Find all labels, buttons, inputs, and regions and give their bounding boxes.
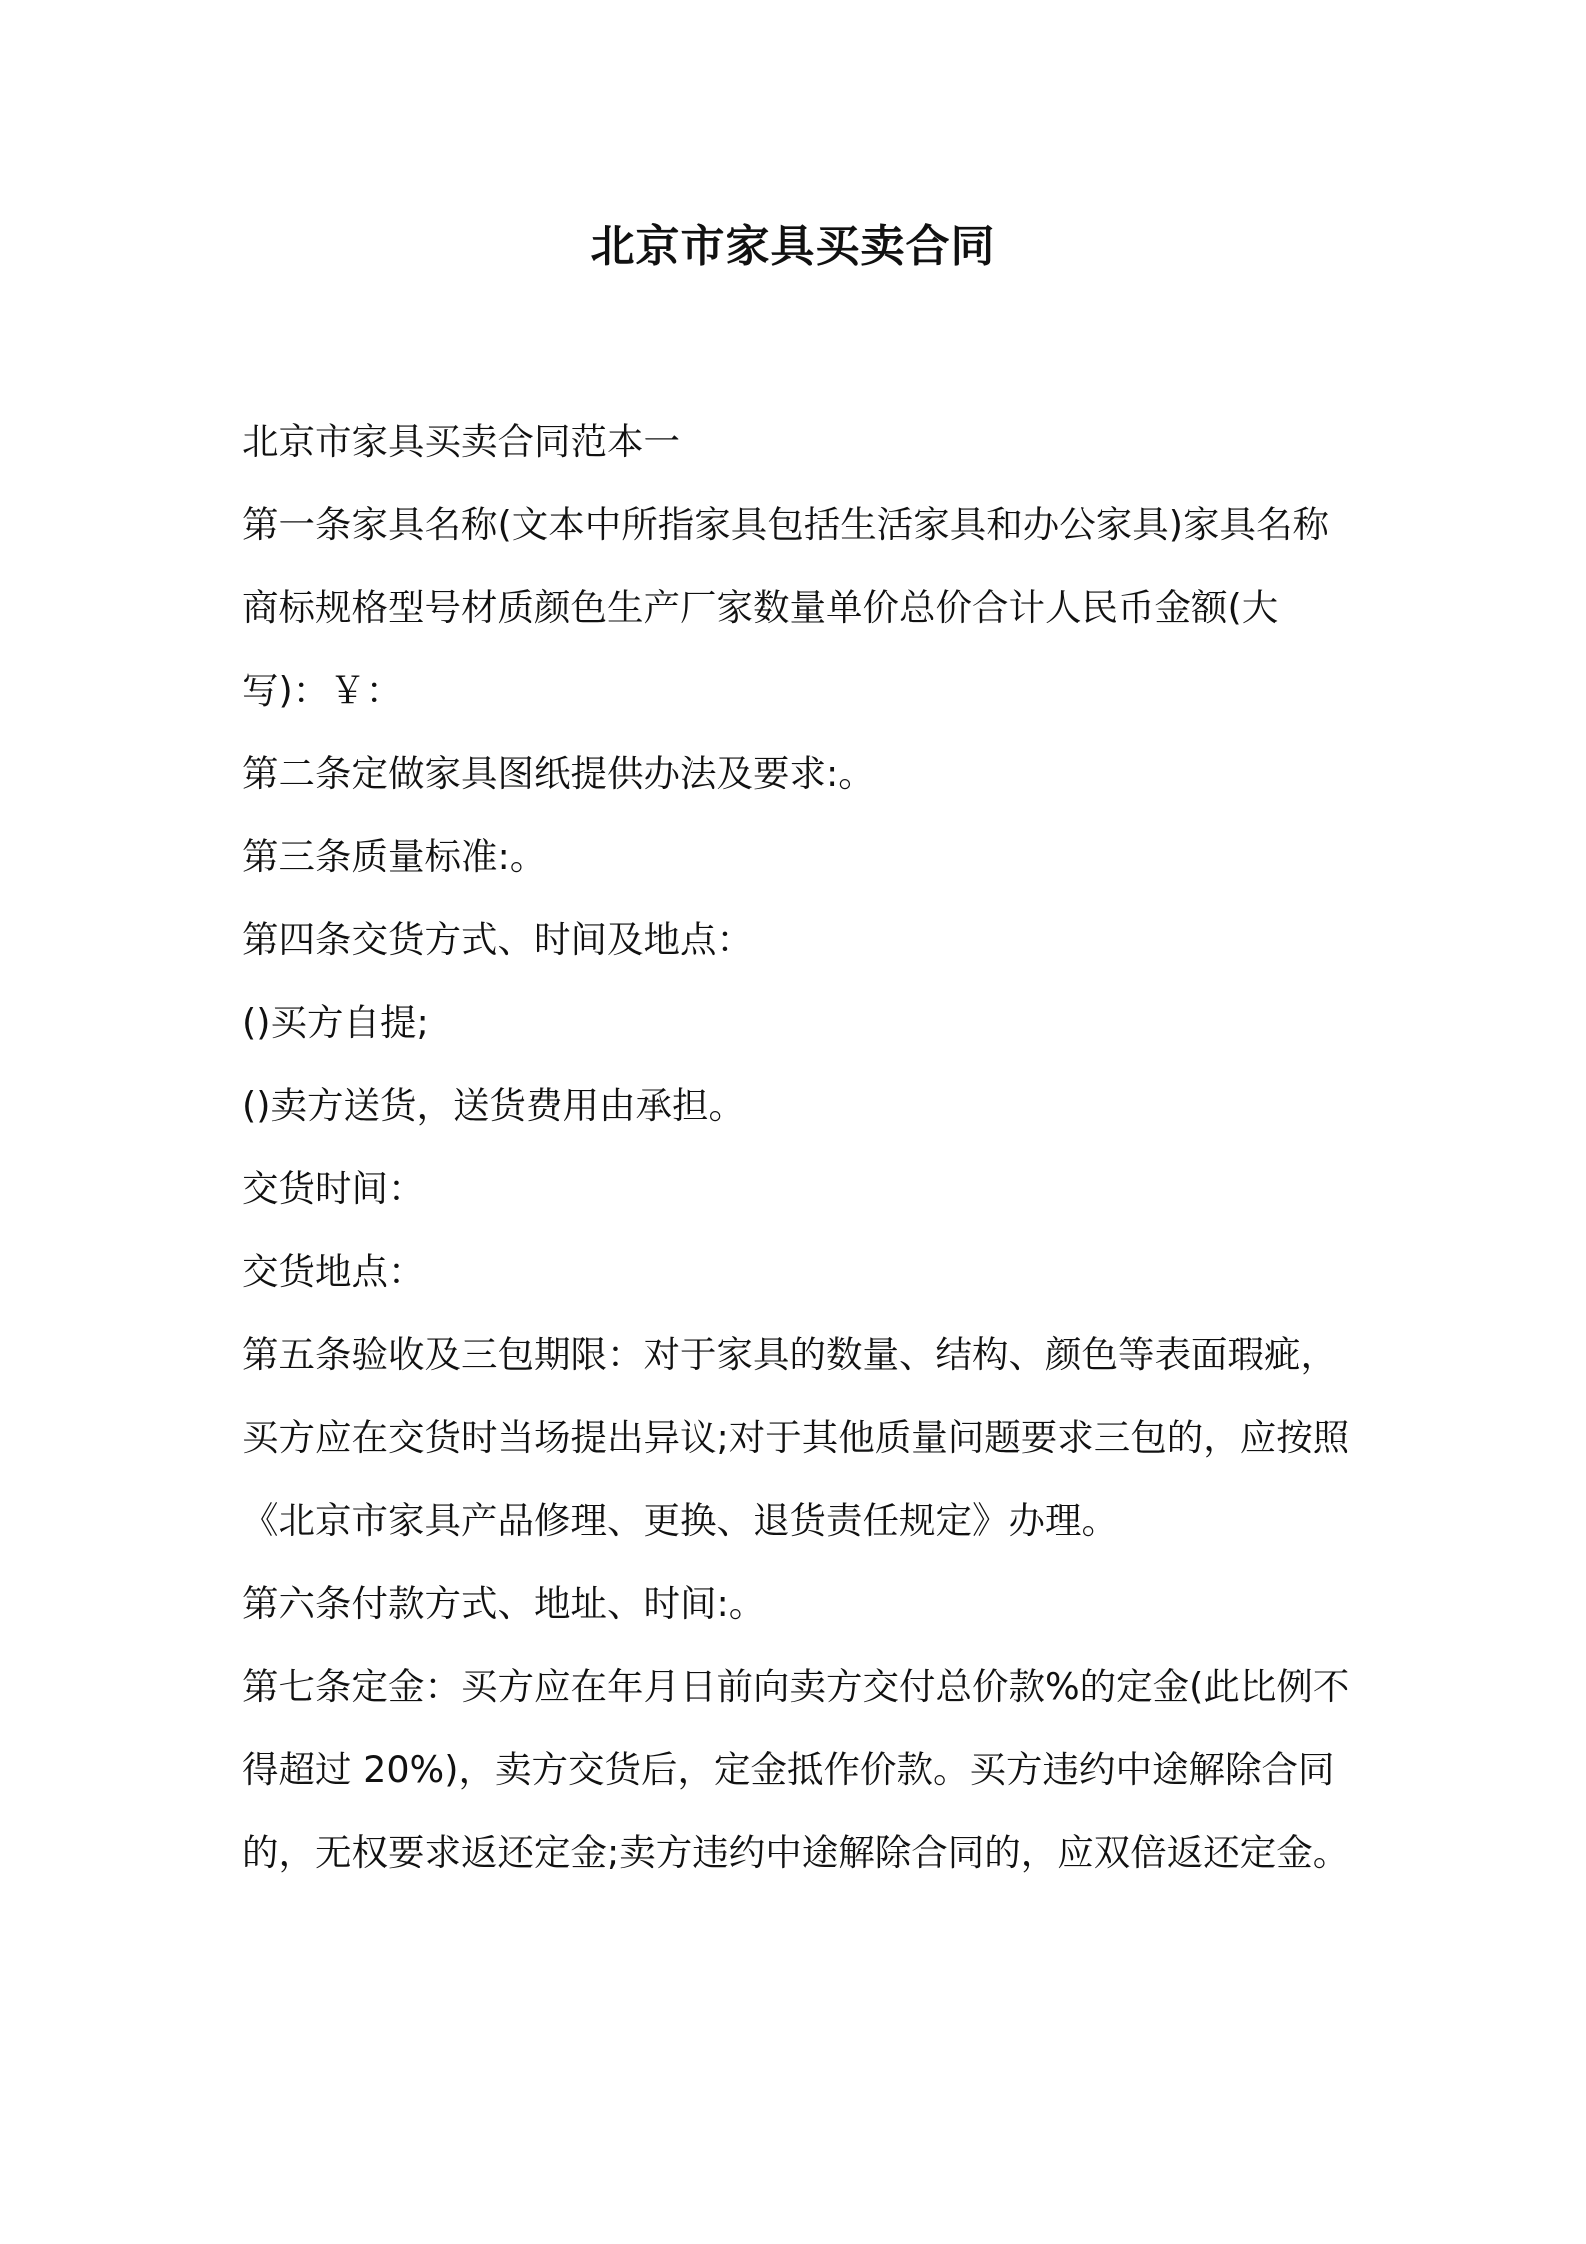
paragraph-article-1: 第一条家具名称(文本中所指家具包括生活家具和办公家具)家具名称商标规格型号材质颜色生产厂家数量单价总价合计人民币金额(大写)：￥： bbox=[242, 503, 1329, 712]
paragraph-article-3: 第三条质量标准:。 bbox=[242, 835, 547, 878]
paragraph-delivery-time: 交货时间： bbox=[242, 1167, 425, 1210]
paragraph-article-2: 第二条定做家具图纸提供办法及要求:。 bbox=[242, 752, 875, 795]
paragraph-subtitle: 北京市家具买卖合同范本一 bbox=[242, 420, 680, 463]
paragraph-option-delivery: ()卖方送货，送货费用由承担。 bbox=[242, 1084, 745, 1127]
paragraph-option-pickup: ()买方自提; bbox=[242, 1001, 429, 1044]
document-title: 北京市家具买卖合同 bbox=[590, 221, 996, 272]
paragraph-article-4: 第四条交货方式、时间及地点： bbox=[242, 918, 753, 961]
paragraph-delivery-place: 交货地点： bbox=[242, 1250, 425, 1293]
paragraph-article-7: 第七条定金：买方应在年月日前向卖方交付总价款%的定金(此比例不得超过 20%)，卖方交货后，定金抵作价款。买方违约中途解除合同的，无权要求返还定金;卖方违约中途解除合同的，应双倍返还定金。 bbox=[242, 1665, 1350, 1874]
document-body bbox=[242, 400, 1358, 1894]
paragraph-article-5: 第五条验收及三包期限：对于家具的数量、结构、颜色等表面瑕疵，买方应在交货时当场提出异议;对于其他质量问题要求三包的，应按照《北京市家具产品修理、更换、退货责任规定》办理。 bbox=[242, 1333, 1350, 1542]
paragraph-article-6: 第六条付款方式、地址、时间:。 bbox=[242, 1582, 766, 1625]
